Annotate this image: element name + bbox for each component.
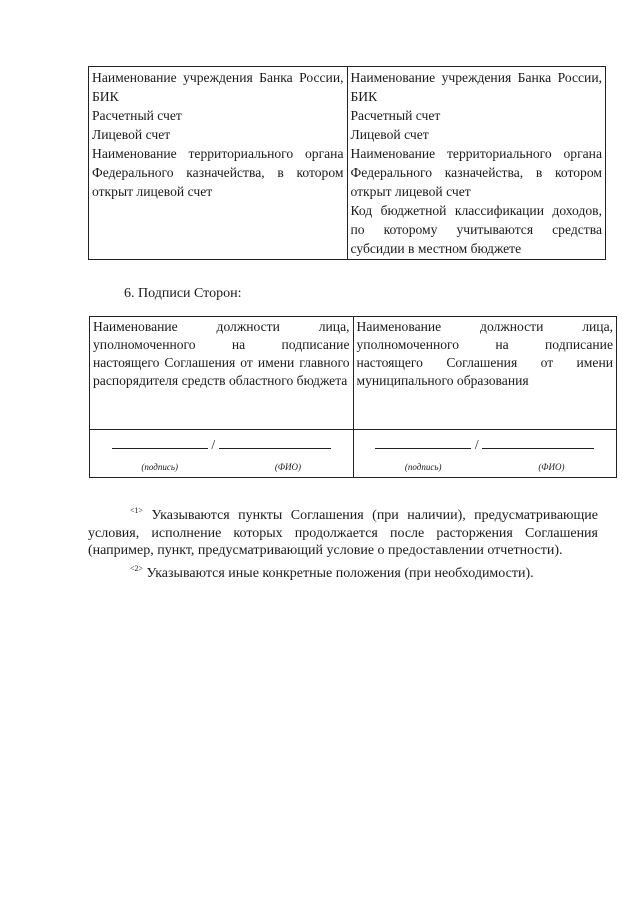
bank-details-table <box>88 66 606 260</box>
separator: / <box>474 437 479 452</box>
bank-right-line-1: Наименование учреждения Банка России, БИК <box>350 70 602 104</box>
bank-left-line-4: Наименование территориального органа Федерального казначейства, в котором открыт лицевой счет <box>92 146 344 199</box>
bank-details-right-cell <box>347 67 606 260</box>
bank-left-line-2: Расчетный счет <box>92 108 182 123</box>
signature-table <box>89 316 617 478</box>
footnote-1 <box>88 502 598 560</box>
bank-right-line-5: Код бюджетной классификации доходов, по которому учитываются средства субсидии в местном бюджете <box>350 203 602 256</box>
signature-left-title: Наименование должности лица, уполномоченного на подписание настоящего Соглашения от имени главного распорядителя средств областного бюджета <box>90 317 354 430</box>
signature-left-block <box>90 430 354 478</box>
footnote-1-text: Указываются пункты Соглашения (при наличии), предусматривающие условия, исполнение которых продолжается после расторжения Соглашения (например, пункт, предусматривающий условие о предоставлении отчетности). <box>88 508 599 558</box>
bank-left-line-1: Наименование учреждения Банка России, БИК <box>92 70 344 104</box>
signature-line <box>375 436 471 449</box>
footnotes <box>88 502 598 582</box>
signature-line <box>112 436 208 449</box>
footnote-1-marker: <1> <box>130 506 144 515</box>
footnote-2-text: Указываются иные конкретные положения (при необходимости). <box>146 565 534 581</box>
footnote-2 <box>88 560 598 583</box>
name-line <box>482 436 594 449</box>
bank-left-line-3: Лицевой счет <box>92 127 171 142</box>
bank-right-line-3: Лицевой счет <box>350 127 429 142</box>
footnote-2-marker: <2> <box>130 563 144 573</box>
caption-signature: (подпись) <box>404 462 442 472</box>
bank-details-left-cell <box>89 67 348 260</box>
separator: / <box>211 437 216 452</box>
signature-right-title: Наименование должности лица, уполномоченного на подписание настоящего Соглашения от имени муниципального образования <box>353 317 617 430</box>
section-heading: 6. Подписи Сторон: <box>124 286 242 301</box>
caption-signature: (подпись) <box>141 462 178 472</box>
bank-right-line-4: Наименование территориального органа Федерального казначейства, в котором открыт лицевой счет <box>350 146 602 199</box>
signature-right-block <box>353 430 617 478</box>
bank-right-line-2: Расчетный счет <box>350 108 441 123</box>
name-line <box>219 436 331 449</box>
caption-name: (ФИО) <box>274 462 302 472</box>
caption-name: (ФИО) <box>538 462 565 472</box>
